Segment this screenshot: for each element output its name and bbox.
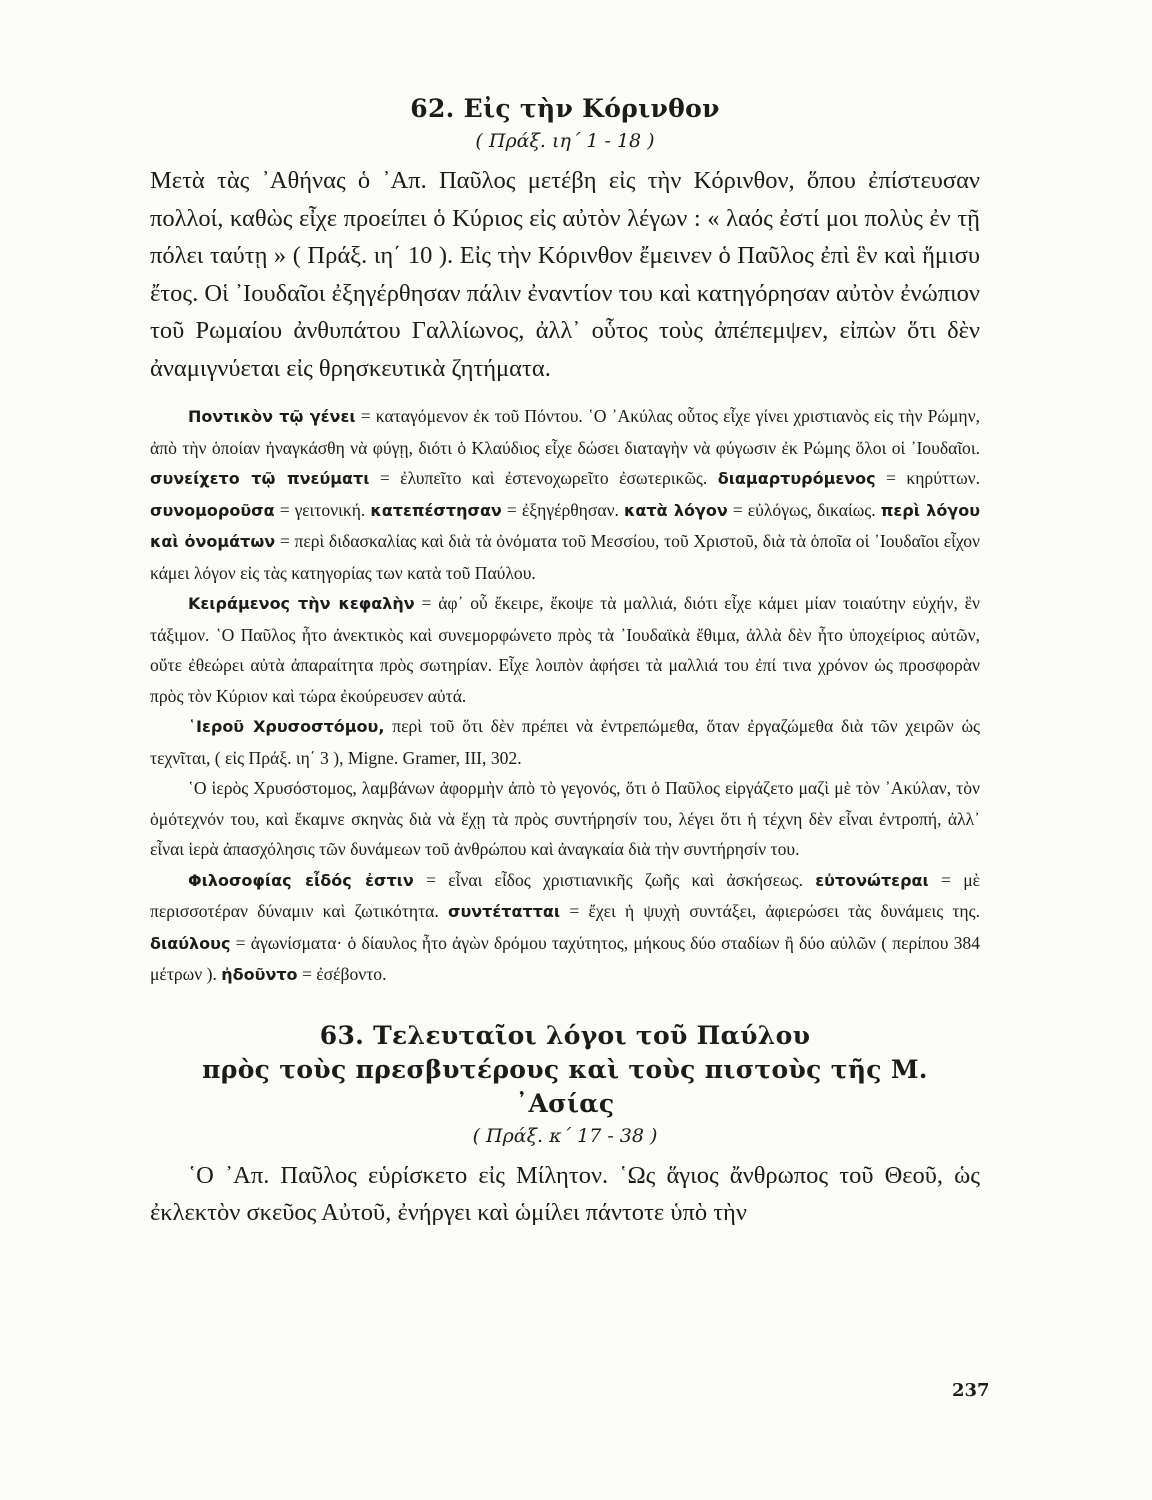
note-text: = κηρύττων. [875,468,981,488]
section-63-title-line-1: 63. Τελευταῖοι λόγοι τοῦ Παύλου [319,1020,811,1050]
note-text: περὶ τοῦ ὅτι δὲν πρέπει νὰ ἐντρεπώμεθα, ὅταν ἐργαζώμεθα διὰ τῶν χειρῶν ὡς τεχνῖται, ( εἰς Πράξ. ιη΄ 3 ), Migne. Gramer, III, 302. [150,716,980,768]
note-term: εὐτονώτεραι [815,870,929,890]
note-text: = ἐσέβοντο. [297,964,387,984]
page-content [150,92,980,1232]
note-term: ἠδοῦντο [221,965,298,984]
section-62-reference: ( Πράξ. ιη΄ 1 - 18 ) [475,130,655,152]
note-term: Φιλοσοφίας εἶδός ἐστιν [188,870,414,890]
note-paragraph-4: ῾Ο ἱερὸς Χρυσόστομος, λαμβάνων ἀφορμὴν ἀπὸ τὸ γεγονός, ὅτι ὁ Παῦλος εἰργάζετο μαζὶ μὲ τὸν ᾿Ακύλαν, τὸν ὁμότεχνόν του, καὶ ἔκαμνε σκηνὰς διὰ νὰ ἔχῃ τὰ πρὸς συντήρησίν του, λέγει ὅτι ἡ τέχνη δὲν εἶναι ἐντροπή, ἀλλ᾿ εἶναι ἱερὰ ἀπασχόλησις τῶν δυνάμεων τοῦ ἀνθρώπου καὶ ἀναγκαία διὰ τὴν συντήρησίν του. [150,778,980,859]
note-text: = ἐλυπεῖτο καὶ ἐστενοχωρεῖτο ἐσωτερικῶς. [369,468,718,488]
section-63-reference: ( Πράξ. κ΄ 17 - 38 ) [472,1124,658,1147]
note-text: = εἶναι εἶδος χριστιανικῆς ζωῆς καὶ ἀσκήσεως. [413,869,816,890]
note-term: περὶ λόγου καὶ ὀνομάτων [150,500,981,551]
note-text: = ἔχει ἡ ψυχὴ συντάξει, ἀφιερώσει τὰς δυνάμεις της. [560,901,980,921]
note-text: = περὶ διδασκαλίας καὶ διὰ τὰ ὀνόματα τοῦ Μεσσίου, τοῦ Χριστοῦ, διὰ τὰ ὁποῖα οἱ ᾿Ιουδαῖοι εἶχον κάμει λόγον εἰς τὰς κατηγορίας των κατὰ τοῦ Παύλου. [150,531,981,583]
note-term: συνείχετο τῷ πνεύματι [150,469,370,488]
note-text: = ἀγωνίσματα· ὁ δίαυλος ἦτο ἀγὼν δρόμου ταχύτητος, μήκους δύο σταδίων ἢ δύο αὐλῶν ( περίπου 384 μέτρων ). [150,932,980,984]
note-text: = εὐλόγως, δικαίως. [727,499,881,520]
section-63-title-line-2: πρὸς τοὺς πρεσβυτέρους καὶ τοὺς πιστοὺς τῆς Μ. ᾿Ασίας [202,1054,928,1118]
note-term: Ποντικὸν τῷ γένει [188,407,356,426]
note-term: συντέτατται [448,902,561,921]
note-paragraph-1 [150,401,980,588]
note-text: = μὲ περισσοτέραν δύναμιν καὶ ζωτικότητα. [150,869,981,921]
section-62-body: Μετὰ τὰς ᾿Αθήνας ὁ ᾿Απ. Παῦλος μετέβη εἰς τὴν Κόρινθον, ὅπου ἐπίστευσαν πολλοί, καθὼς εἶχε προείπει ὁ Κύριος εἰς αὐτὸν λέγων : « λαός ἐστί μοι πολὺς ἐν τῇ πόλει ταύτῃ » ( Πράξ. ιη΄ 10 ). Εἰς τὴν Κόρινθον ἔμεινεν ὁ Παῦλος ἐπὶ ἓν καὶ ἥμισυ ἔτος. Οἱ ᾿Ιουδαῖοι ἐξηγέρθησαν πάλιν ἐναντίον του καὶ κατηγόρησαν αὐτὸν ἐνώπιον τοῦ Ρωμαίου ἀνθυπάτου Γαλλίωνος, ἀλλ᾿ οὗτος τοὺς ἀπέπεμψεν, εἰπὼν ὅτι δὲν ἀναμιγνύεται εἰς θρησκευτικὰ ζητήματα. [150,167,980,382]
note-paragraph-5 [150,865,980,991]
note-text: = ἐξηγέρθησαν. [501,499,625,520]
note-paragraph-3 [150,711,980,773]
note-term: ῾Ιεροῦ Χρυσοστόμου, [188,717,385,736]
note-term: διαμαρτυρόμενος [717,469,876,488]
note-term: κατεπέστησαν [370,500,502,520]
note-text: = ἀφ᾿ οὗ ἔκειρε, ἔκοψε τὰ μαλλιά, διότι εἶχε κάμει μίαν τοιαύτην εὐχήν, ἓν τάξιμον. ῾Ο Παῦλος ἦτο ἀνεκτικὸς καὶ συνεμορφώνετο πρὸς τὰ ᾿Ιουδαϊκὰ ἔθιμα, ἀλλὰ δὲν ἦτο ὑποχείριος αὐτῶν, οὔτε ἐθεώρει αὐτὰ ἀπαραίτητα πρὸς σωτηρίαν. Εἶχε λοιπὸν ἀφήσει τὰ μαλλιά του ἐπί τινα χρόνον ὡς προσφορὰν πρὸς τὸν Κύριον καὶ τώρα ἐκούρευσεν αὐτά. [150,593,980,706]
note-term: κατὰ λόγον [624,500,728,520]
note-term: συνομοροῦσα [150,500,275,520]
note-term: Κειράμενος τὴν κεφαλὴν [188,594,415,613]
note-text: = γειτονική. [274,499,371,520]
note-paragraph-2 [150,588,980,711]
note-term: διαύλους [150,933,231,953]
section-63-body: ῾Ο ᾿Απ. Παῦλος εὑρίσκετο εἰς Μίλητον. ῾Ως ἅγιος ἄνθρωπος τοῦ Θεοῦ, ὡς ἐκλεκτὸν σκεῦος Αὐτοῦ, ἐνήργει καὶ ὡμίλει πάντοτε ὑπὸ τὴν [150,1161,980,1226]
section-62-title: 62. Εἰς τὴν Κόρινθον [410,94,720,123]
note-text: = καταγόμενον ἐκ τοῦ Πόντου. ῾Ο ᾿Ακύλας οὗτος εἶχε γίνει χριστιανὸς εἰς τὴν Ρώμην, ἀπὸ τὴν ὁποίαν ἠναγκάσθη νὰ φύγῃ, διότι ὁ Κλαύδιος εἶχε δώσει διαταγὴν νὰ φύγωσιν ἐκ Ρώμης ὅλοι οἱ ᾿Ιουδαῖοι. [150,406,980,458]
page-number: 237 [952,1380,990,1401]
